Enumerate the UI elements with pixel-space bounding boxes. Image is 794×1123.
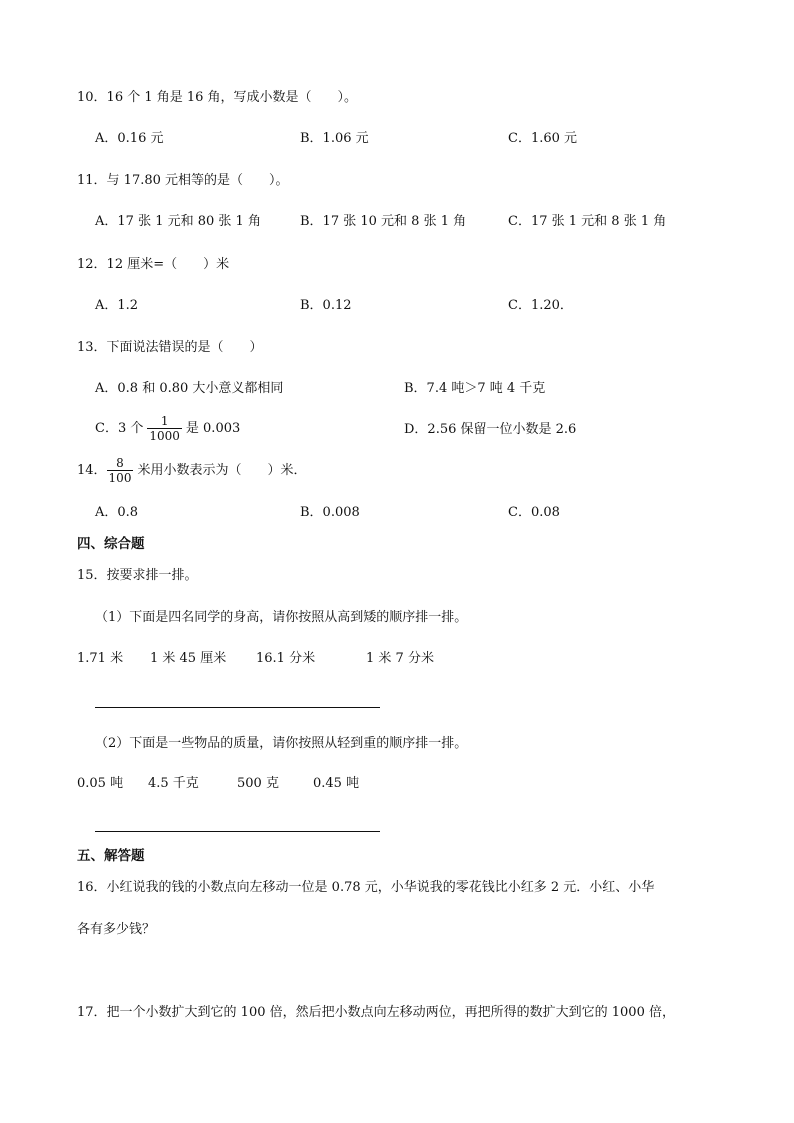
fraction-denominator: 100 <box>108 471 132 485</box>
q11-stem: 11．与 17.80 元相等的是（ ）。 <box>77 173 289 188</box>
section-4-heading: 四、综合题 <box>77 536 145 552</box>
q13-option-c-suffix: 是 0.003 <box>185 421 241 436</box>
q11-option-a: A．17 张 1 元和 80 张 1 角 <box>95 214 261 229</box>
q13-option-b: B．7.4 吨＞7 吨 4 千克 <box>404 381 546 396</box>
q10-option-b: B．1.06 元 <box>300 131 369 146</box>
q15-part2-answer-line[interactable] <box>95 831 380 832</box>
q13-stem: 13．下面说法错误的是（ ） <box>77 340 263 355</box>
section-5-heading: 五、解答题 <box>77 848 145 864</box>
q14-option-c: C．0.08 <box>508 505 560 520</box>
fraction-denominator: 1000 <box>149 429 180 443</box>
q13-option-a: A．0.8 和 0.80 大小意义都相同 <box>95 381 284 396</box>
q12-option-a: A．1.2 <box>95 298 139 313</box>
q11-option-b: B．17 张 10 元和 8 张 1 角 <box>300 214 467 229</box>
q13-option-c <box>95 414 240 444</box>
q14-option-b: B．0.008 <box>300 505 360 520</box>
q15-part1-answer-line[interactable] <box>95 707 380 708</box>
fraction-numerator: 1 <box>147 414 182 429</box>
q15-stem: 15．按要求排一排。 <box>77 568 198 583</box>
q10-option-c: C．1.60 元 <box>508 131 578 146</box>
q14-option-a: A．0.8 <box>95 505 139 520</box>
q14-fraction <box>107 456 134 485</box>
q15-part2-item-4: 0.45 吨 <box>313 776 360 791</box>
q16-line-1: 16．小红说我的钱的小数点向左移动一位是 0.78 元，小华说我的零花钱比小红多 2 元．小红、小华 <box>77 880 655 895</box>
q15-part2-item-2: 4.5 千克 <box>148 776 199 791</box>
q15-part1-item-1: 1.71 米 <box>77 651 124 666</box>
q12-stem: 12．12 厘米=（ ）米 <box>77 257 230 272</box>
q15-part1-item-2: 1 米 45 厘米 <box>150 651 227 666</box>
q13-option-c-fraction <box>147 414 182 443</box>
q12-option-c: C．1.20． <box>508 298 573 313</box>
q15-part1-item-4: 1 米 7 分米 <box>366 651 434 666</box>
q13-option-c-prefix: C．3 个 <box>95 421 144 436</box>
fraction-numerator: 8 <box>107 456 134 471</box>
q15-part2-item-1: 0.05 吨 <box>77 776 124 791</box>
q15-part2-item-3: 500 克 <box>237 776 279 791</box>
q11-option-c: C．17 张 1 元和 8 张 1 角 <box>508 214 667 229</box>
q15-part2: （2）下面是一些物品的质量，请你按照从轻到重的顺序排一排。 <box>95 736 468 751</box>
q10-option-a: A．0.16 元 <box>95 131 164 146</box>
q13-option-d: D．2.56 保留一位小数是 2.6 <box>404 422 577 437</box>
q15-part1: （1）下面是四名同学的身高，请你按照从高到矮的顺序排一排。 <box>95 610 468 625</box>
q14-stem <box>77 456 306 486</box>
q17-line-1: 17．把一个小数扩大到它的 100 倍，然后把小数点向左移动两位，再把所得的数扩大到它的 1000 倍， <box>77 1005 675 1020</box>
q15-part1-item-3: 16.1 分米 <box>256 651 316 666</box>
q10-stem: 10．16 个 1 角是 16 角，写成小数是（ ）。 <box>77 90 358 105</box>
q14-prefix: 14． <box>77 463 107 478</box>
q16-line-2: 各有多少钱？ <box>77 922 156 937</box>
q14-suffix: 米用小数表示为（ ）米． <box>137 463 307 478</box>
q12-option-b: B．0.12 <box>300 298 352 313</box>
